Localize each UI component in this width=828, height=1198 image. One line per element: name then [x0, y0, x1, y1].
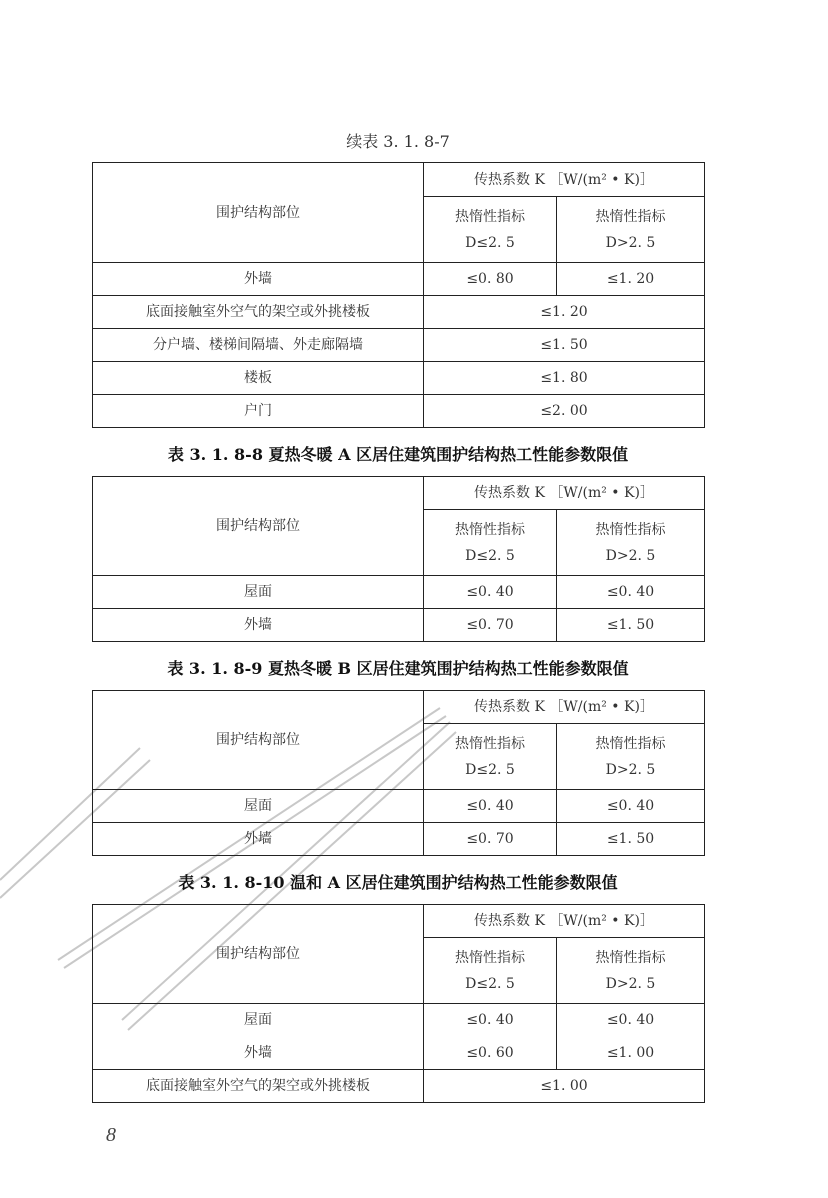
table-row [93, 263, 705, 296]
row-label: 外墙 [93, 263, 424, 296]
table-row [93, 329, 705, 362]
cell-value: ≤0. 40 [557, 576, 705, 609]
data-table [92, 162, 705, 428]
cell-value: ≤0. 70 [424, 823, 557, 856]
row-label: 分户墙、楼梯间隔墙、外走廊隔墙 [93, 329, 424, 362]
data-table [92, 476, 705, 642]
column-header-part: 围护结构部位 [93, 477, 424, 576]
row-label: 外墙 [93, 1037, 424, 1070]
data-table [92, 904, 705, 1103]
row-label: 外墙 [93, 823, 424, 856]
row-label: 屋面 [93, 1004, 424, 1037]
column-header-d2: 热惰性指标 D>2. 5 [557, 938, 705, 1004]
table-row [93, 576, 705, 609]
cell-value: ≤1. 00 [424, 1070, 705, 1103]
table-caption: 表 3. 1. 8-8 夏热冬暖 A 区居住建筑围护结构热工性能参数限值 [167, 445, 629, 464]
column-header-k: 传热系数 K ［W/(m² • K)］ [424, 163, 705, 197]
row-label: 底面接触室外空气的架空或外挑楼板 [93, 1070, 424, 1103]
data-table [92, 690, 705, 856]
cell-value: ≤0. 40 [424, 790, 557, 823]
cell-value: ≤0. 70 [424, 609, 557, 642]
table-row [93, 790, 705, 823]
table-row [93, 823, 705, 856]
cell-value: ≤0. 40 [424, 576, 557, 609]
row-label: 屋面 [93, 576, 424, 609]
row-label: 底面接触室外空气的架空或外挑楼板 [93, 296, 424, 329]
column-header-part: 围护结构部位 [93, 163, 424, 263]
cell-value: ≤0. 40 [557, 790, 705, 823]
cell-value: ≤1. 50 [557, 823, 705, 856]
cell-value: ≤1. 20 [424, 296, 705, 329]
cell-value: ≤0. 40 [424, 1004, 557, 1037]
column-header-d2: 热惰性指标 D>2. 5 [557, 510, 705, 576]
column-header-d1: 热惰性指标 D≤2. 5 [424, 197, 557, 263]
row-label: 外墙 [93, 609, 424, 642]
row-label: 户门 [93, 395, 424, 428]
table-row [93, 1004, 705, 1037]
cell-value: ≤2. 00 [424, 395, 705, 428]
row-label: 楼板 [93, 362, 424, 395]
row-label: 屋面 [93, 790, 424, 823]
column-header-part: 围护结构部位 [93, 905, 424, 1004]
table-row [93, 1070, 705, 1103]
column-header-d1: 热惰性指标 D≤2. 5 [424, 938, 557, 1004]
column-header-k: 传热系数 K ［W/(m² • K)］ [424, 905, 705, 938]
cell-value: ≤0. 80 [424, 263, 557, 296]
cell-value: ≤1. 50 [557, 609, 705, 642]
table-caption: 表 3. 1. 8-9 夏热冬暖 B 区居住建筑围护结构热工性能参数限值 [167, 659, 629, 678]
page-number: 8 [106, 1124, 116, 1146]
column-header-d2: 热惰性指标 D>2. 5 [557, 724, 705, 790]
column-header-k: 传热系数 K ［W/(m² • K)］ [424, 477, 705, 510]
table-row [93, 609, 705, 642]
table-row [93, 1037, 705, 1070]
table-row [93, 362, 705, 395]
table-caption: 表 3. 1. 8-10 温和 A 区居住建筑围护结构热工性能参数限值 [178, 873, 618, 892]
table-caption: 续表 3. 1. 8-7 [346, 132, 450, 151]
cell-value: ≤1. 80 [424, 362, 705, 395]
cell-value: ≤1. 00 [557, 1037, 705, 1070]
column-header-d1: 热惰性指标 D≤2. 5 [424, 510, 557, 576]
cell-value: ≤1. 50 [424, 329, 705, 362]
column-header-part: 围护结构部位 [93, 691, 424, 790]
cell-value: ≤0. 60 [424, 1037, 557, 1070]
cell-value: ≤1. 20 [557, 263, 705, 296]
table-row [93, 395, 705, 428]
table-row [93, 296, 705, 329]
column-header-d2: 热惰性指标 D>2. 5 [557, 197, 705, 263]
cell-value: ≤0. 40 [557, 1004, 705, 1037]
column-header-k: 传热系数 K ［W/(m² • K)］ [424, 691, 705, 724]
column-header-d1: 热惰性指标 D≤2. 5 [424, 724, 557, 790]
